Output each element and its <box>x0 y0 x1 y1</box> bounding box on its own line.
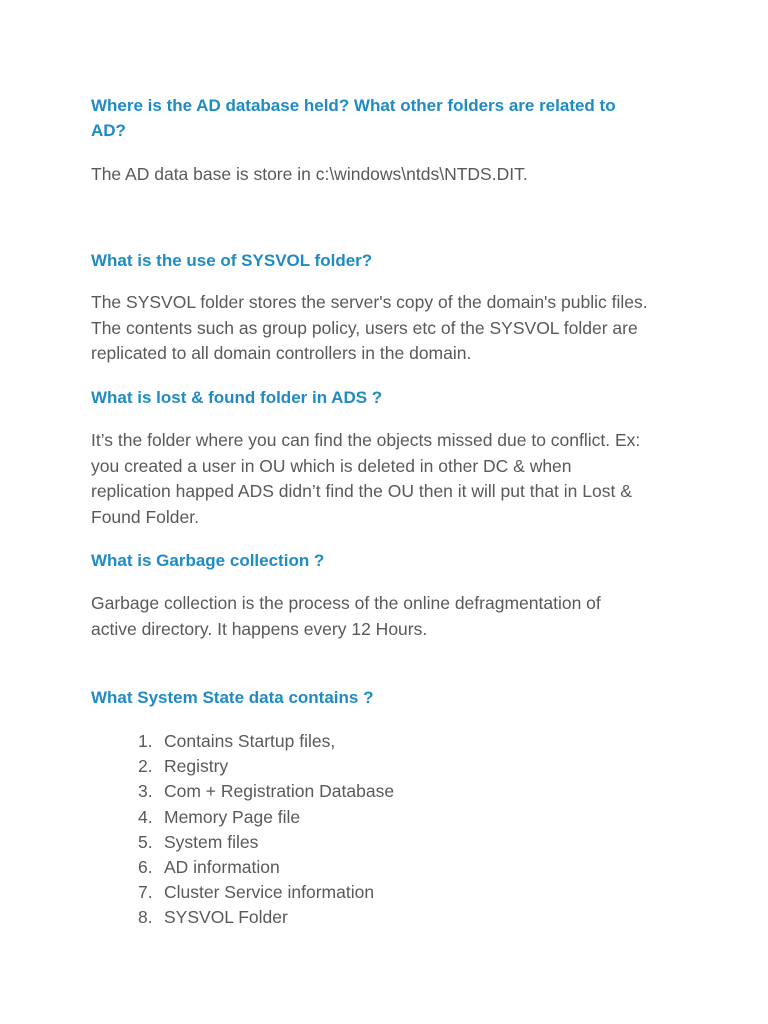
list-item <box>138 805 394 830</box>
heading-system-state <box>91 685 671 710</box>
heading-line: Where is the AD database held? What other folders are related to <box>91 96 616 115</box>
paragraph-line: It’s the folder where you can find the objects missed due to conflict. Ex: <box>91 430 641 450</box>
heading-garbage-collection <box>91 548 671 573</box>
list-item <box>138 905 394 930</box>
paragraph-ad-database <box>91 162 691 188</box>
list-item-text: Cluster Service information <box>164 882 375 903</box>
paragraph-line: Found Folder. <box>91 506 199 527</box>
list-item <box>138 855 394 880</box>
heading-line: What is lost & found folder in ADS ? <box>91 388 383 407</box>
list-item <box>138 830 394 855</box>
list-item-text: Memory Page file <box>164 806 301 827</box>
list-item <box>138 754 394 779</box>
list-item <box>138 880 394 905</box>
list-number: 8. <box>138 907 153 928</box>
list-number: 2. <box>138 756 153 777</box>
paragraph-garbage-collection <box>91 591 691 642</box>
heading-line: What is Garbage collection ? <box>91 551 325 570</box>
list-item-text: AD information <box>164 857 280 878</box>
heading-ad-database <box>91 93 671 143</box>
list-number: 5. <box>138 831 153 852</box>
paragraph-line: you created a user in OU which is deleted in other DC & when <box>91 455 572 476</box>
list-number: 6. <box>138 857 153 878</box>
list-item-text: Registry <box>164 756 229 777</box>
paragraph-line: replication happed ADS didn’t find the OU then it will put that in Lost & <box>91 481 632 501</box>
paragraph-sysvol <box>91 290 691 367</box>
paragraph-line: The SYSVOL folder stores the server's copy of the domain's public files. <box>91 292 648 312</box>
list-item-text: System files <box>164 831 259 852</box>
list-item <box>138 779 394 804</box>
paragraph-line: replicated to all domain controllers in the domain. <box>91 343 472 363</box>
paragraph-line: Garbage collection is the process of the online defragmentation of <box>91 593 601 613</box>
paragraph-line: The AD data base is store in c:\windows\ntds\NTDS.DIT. <box>91 164 528 184</box>
list-number: 4. <box>138 806 153 827</box>
heading-lost-and-found <box>91 385 671 410</box>
list-number: 7. <box>138 882 153 903</box>
paragraph-line: The contents such as group policy, users etc of the SYSVOL folder are <box>91 317 638 338</box>
system-state-list <box>138 729 394 931</box>
list-number: 3. <box>138 781 153 802</box>
list-item <box>138 729 394 754</box>
heading-line: What is the use of SYSVOL folder? <box>91 251 373 270</box>
heading-line: AD? <box>91 121 126 140</box>
list-number: 1. <box>138 731 153 751</box>
list-item-text: Contains Startup files, <box>164 731 336 751</box>
list-item-text: Com + Registration Database <box>164 781 395 802</box>
list-item-text: SYSVOL Folder <box>164 907 288 928</box>
heading-line: What System State data contains ? <box>91 688 374 707</box>
paragraph-lost-and-found <box>91 428 691 530</box>
paragraph-line: active directory. It happens every 12 Hours. <box>91 618 428 639</box>
heading-sysvol <box>91 248 671 273</box>
